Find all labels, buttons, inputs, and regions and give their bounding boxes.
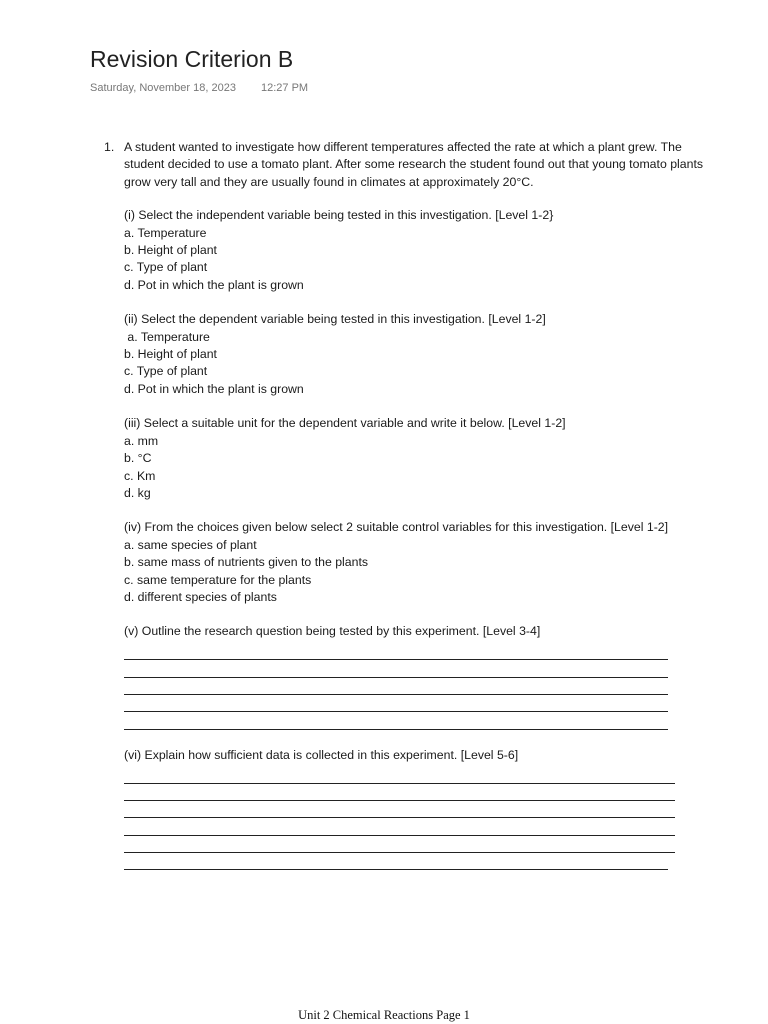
answer-line[interactable] — [124, 784, 675, 801]
option-c: c. Type of plant — [124, 364, 208, 379]
part-vi — [124, 747, 704, 871]
option-a: a. mm — [124, 433, 159, 448]
page-date: Saturday, November 18, 2023 — [90, 82, 236, 94]
answer-area[interactable] — [124, 643, 704, 730]
answer-line[interactable] — [124, 643, 668, 660]
option-d: d. kg — [124, 485, 151, 500]
part-question: (vi) Explain how sufficient data is collected in this experiment. [Level 5-6] — [124, 747, 519, 762]
question-number: 1. — [104, 140, 115, 154]
part-question: (iii) Select a suitable unit for the dependent variable and write it below. [Level 1-2] — [124, 416, 566, 431]
part-question: (v) Outline the research question being tested by this experiment. [Level 3-4] — [124, 624, 541, 639]
answer-line[interactable] — [124, 818, 675, 835]
option-a: a. same species of plant — [124, 537, 257, 552]
question-1 — [104, 139, 704, 887]
page-title: Revision Criterion B — [90, 46, 294, 72]
option-a: a. Temperature — [124, 329, 210, 344]
answer-line[interactable] — [124, 660, 668, 677]
option-b: b. same mass of nutrients given to the plants — [124, 555, 369, 570]
option-d: d. Pot in which the plant is grown — [124, 277, 304, 292]
answer-area[interactable] — [124, 766, 704, 870]
option-c: c. Km — [124, 468, 156, 483]
part-v — [124, 623, 704, 729]
answer-line[interactable] — [124, 695, 668, 712]
part-question: (i) Select the independent variable being tested in this investigation. [Level 1-2} — [124, 208, 554, 223]
option-c: c. Type of plant — [124, 260, 208, 275]
answer-line[interactable] — [124, 836, 675, 853]
question-body — [124, 139, 704, 870]
option-b: b. Height of plant — [124, 243, 217, 258]
answer-line[interactable] — [124, 853, 668, 870]
page-time: 12:27 PM — [261, 82, 309, 94]
answer-line[interactable] — [124, 801, 675, 818]
page-meta — [90, 82, 308, 94]
part-ii — [124, 311, 704, 398]
part-question: (iv) From the choices given below select 2 suitable control variables for this investigation. [Level 1-2] — [124, 520, 669, 535]
answer-line[interactable] — [124, 766, 675, 783]
answer-line[interactable] — [124, 712, 668, 729]
answer-line[interactable] — [124, 678, 668, 695]
part-question: (ii) Select the dependent variable being tested in this investigation. [Level 1-2] — [124, 312, 546, 327]
part-i — [124, 207, 704, 294]
option-d: d. Pot in which the plant is grown — [124, 381, 304, 396]
option-b: b. °C — [124, 451, 152, 466]
part-iii — [124, 415, 704, 502]
page-footer: Unit 2 Chemical Reactions Page 1 — [298, 1008, 470, 1022]
option-d: d. different species of plants — [124, 589, 277, 604]
option-b: b. Height of plant — [124, 347, 217, 362]
option-a: a. Temperature — [124, 225, 207, 240]
part-iv — [124, 519, 704, 606]
question-intro: A student wanted to investigate how different temperatures affected the rate at which a plant grew. The student decided to use a tomato plant. After some research the student found out that young tomato plants grow very tall and they are usually found in climates at approximately 20°C. — [124, 140, 704, 189]
option-c: c. same temperature for the plants — [124, 572, 312, 587]
